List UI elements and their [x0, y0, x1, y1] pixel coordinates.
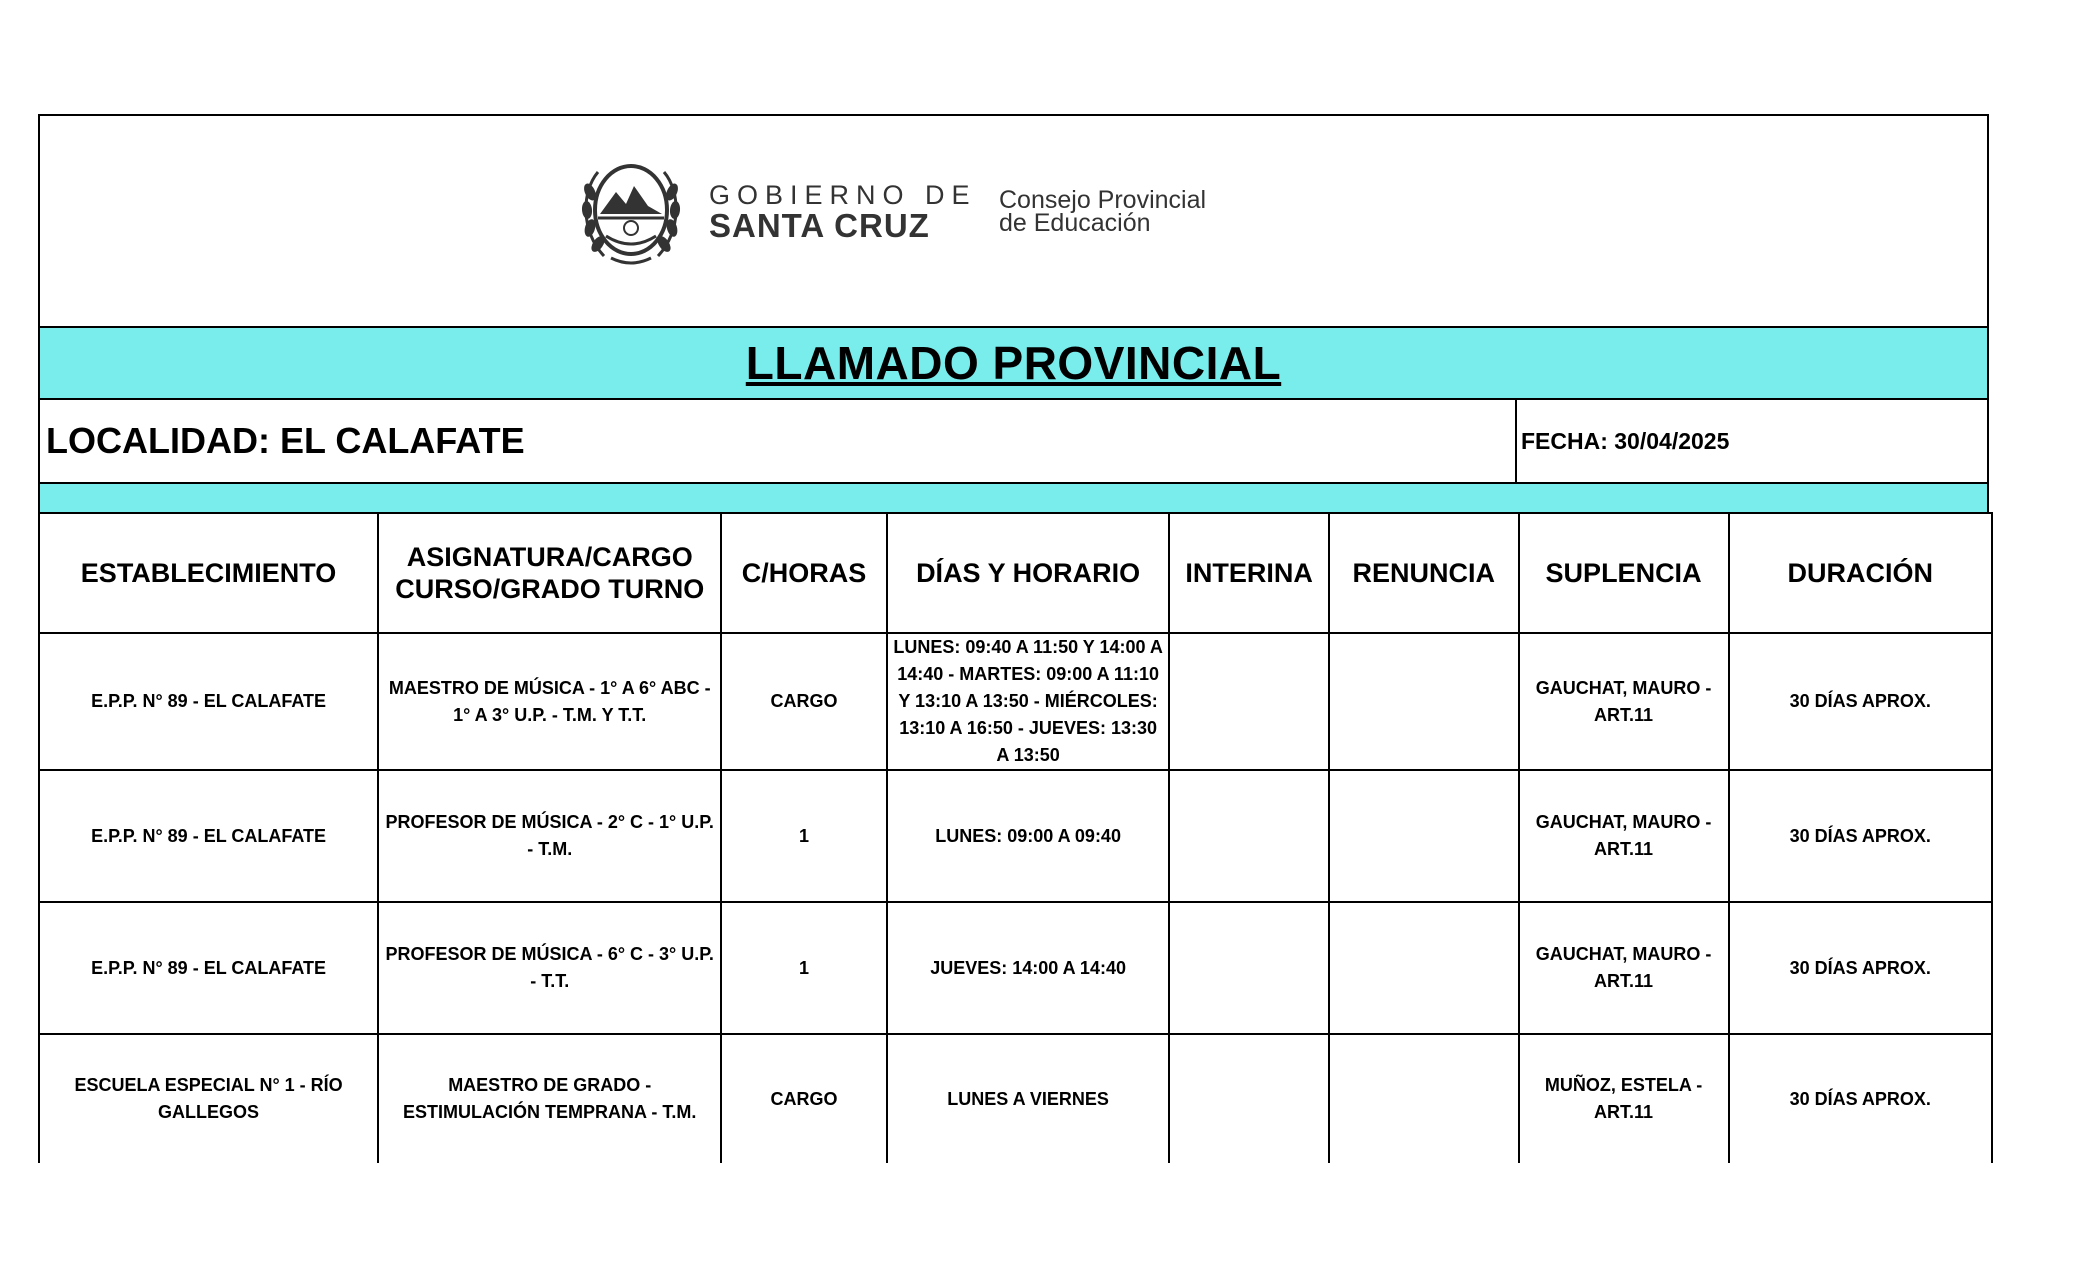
cell-renuncia	[1329, 902, 1519, 1034]
letterhead	[38, 114, 1989, 326]
cell-suplencia: MUÑOZ, ESTELA - ART.11	[1519, 1034, 1729, 1163]
cell-establecimiento: E.P.P. N° 89 - EL CALAFATE	[39, 770, 378, 902]
cell-establecimiento: E.P.P. N° 89 - EL CALAFATE	[39, 633, 378, 770]
date-label: FECHA: 30/04/2025	[1521, 427, 1730, 454]
cell-horario: LUNES A VIERNES	[887, 1034, 1170, 1163]
cell-interina	[1169, 902, 1328, 1034]
table-row	[39, 633, 1992, 770]
cell-asignatura: MAESTRO DE MÚSICA - 1° A 6° ABC - 1° A 3° U.P. - T.M. Y T.T.	[378, 633, 721, 770]
cell-renuncia	[1329, 1034, 1519, 1163]
column-header-horario: DÍAS Y HORARIO	[887, 513, 1170, 633]
locality-label: LOCALIDAD: EL CALAFATE	[46, 420, 525, 461]
column-header-asignatura: ASIGNATURA/CARGO CURSO/GRADO TURNO	[378, 513, 721, 633]
cell-renuncia	[1329, 633, 1519, 770]
table-header-row	[39, 513, 1992, 633]
cell-establecimiento: E.P.P. N° 89 - EL CALAFATE	[39, 902, 378, 1034]
cell-suplencia: GAUCHAT, MAURO - ART.11	[1519, 633, 1729, 770]
table-row	[39, 902, 1992, 1034]
cell-suplencia: GAUCHAT, MAURO - ART.11	[1519, 770, 1729, 902]
cell-horas: 1	[721, 770, 887, 902]
locality-cell	[40, 400, 1517, 482]
cell-duracion: 30 DÍAS APROX.	[1729, 1034, 1992, 1163]
government-name-top: GOBIERNO DE	[709, 180, 977, 210]
document-sheet	[38, 114, 1989, 1163]
column-header-establecimiento: ESTABLECIMIENTO	[39, 513, 378, 633]
column-header-horas: C/HORAS	[721, 513, 887, 633]
column-header-renuncia: RENUNCIA	[1329, 513, 1519, 633]
cell-horas: CARGO	[721, 633, 887, 770]
cell-asignatura: PROFESOR DE MÚSICA - 6° C - 3° U.P. - T.T.	[378, 902, 721, 1034]
locality-row	[38, 398, 1989, 482]
column-header-duracion: DURACIÓN	[1729, 513, 1992, 633]
cell-renuncia	[1329, 770, 1519, 902]
cell-horario: LUNES: 09:00 A 09:40	[887, 770, 1170, 902]
document-title: LLAMADO PROVINCIAL	[745, 337, 1282, 389]
cell-horas: 1	[721, 902, 887, 1034]
column-header-suplencia: SUPLENCIA	[1519, 513, 1729, 633]
government-name-bottom: SANTA CRUZ	[709, 207, 930, 244]
cell-duracion: 30 DÍAS APROX.	[1729, 633, 1992, 770]
province-crest-icon	[576, 152, 686, 272]
council-name-top: Consejo Provincial	[999, 186, 1207, 214]
cell-interina	[1169, 770, 1328, 902]
table-row	[39, 770, 1992, 902]
council-name-bottom: de Educación	[999, 209, 1151, 237]
positions-table	[38, 512, 1993, 1163]
cell-interina	[1169, 1034, 1328, 1163]
table-row	[39, 1034, 1992, 1163]
government-logo	[576, 152, 1296, 272]
cell-horas: CARGO	[721, 1034, 887, 1163]
cell-horario: JUEVES: 14:00 A 14:40	[887, 902, 1170, 1034]
column-header-interina: INTERINA	[1169, 513, 1328, 633]
cell-duracion: 30 DÍAS APROX.	[1729, 902, 1992, 1034]
separator-strip	[38, 482, 1989, 512]
cell-establecimiento: ESCUELA ESPECIAL N° 1 - RÍO GALLEGOS	[39, 1034, 378, 1163]
date-cell	[1517, 400, 1987, 482]
cell-interina	[1169, 633, 1328, 770]
cell-suplencia: GAUCHAT, MAURO - ART.11	[1519, 902, 1729, 1034]
cell-horario: LUNES: 09:40 A 11:50 Y 14:00 A 14:40 - MARTES: 09:00 A 11:10 Y 13:10 A 13:50 - MIÉRCOLES: 13:10 A 16:50 - JUEVES: 13:30 A 13:50	[887, 633, 1170, 770]
cell-duracion: 30 DÍAS APROX.	[1729, 770, 1992, 902]
cell-asignatura: PROFESOR DE MÚSICA - 2° C - 1° U.P. - T.M.	[378, 770, 721, 902]
cell-asignatura: MAESTRO DE GRADO - ESTIMULACIÓN TEMPRANA - T.M.	[378, 1034, 721, 1163]
title-banner	[38, 326, 1989, 398]
